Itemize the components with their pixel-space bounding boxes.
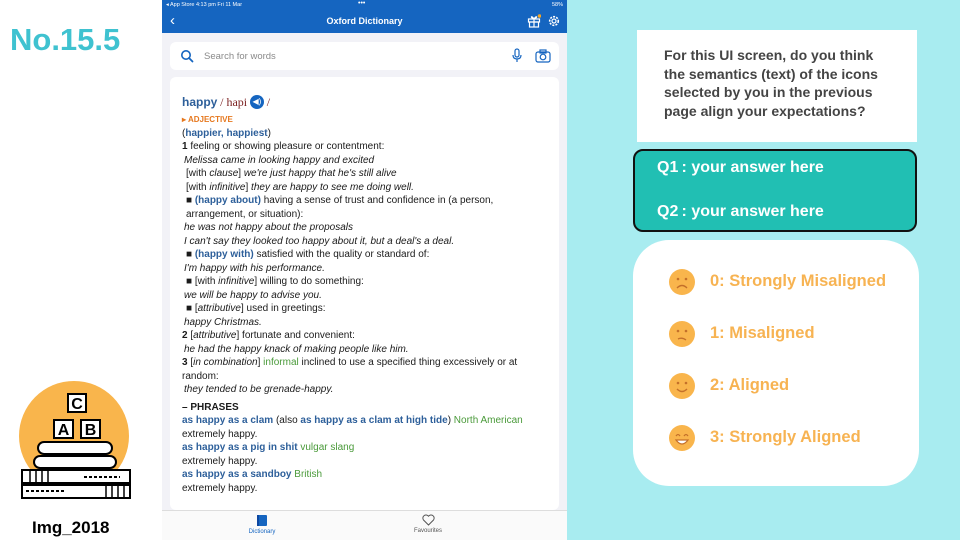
example: Melissa came in looking happy and excited [184,154,375,166]
example: [with infinitive] they are happy to see me doing well. [186,181,414,193]
headword-line: happy / hapi ◀) / [182,95,271,109]
phrase-definition: extremely happy. [182,482,258,494]
sense-2: 2 [attributive] fortunate and convenient: [182,330,355,341]
phrase: as happy as a clam (also as happy as a clam at high tide) North American [182,415,523,426]
nav-bar [162,11,567,33]
search-input[interactable] [204,46,484,66]
rating-scale [633,240,919,486]
q1-answer[interactable]: Q1 : your answer here [657,159,824,176]
camera-icon[interactable] [535,49,551,63]
phrase: as happy as a pig in shit vulgar slang [182,442,355,453]
scale-label: 2: Aligned [710,376,790,394]
scale-label: 3: Strongly Aligned [710,428,861,446]
dictionary-entry: happy / hapi ◀) / ▸ ADJECTIVE (happier, happiest) 1 feeling or showing pleasure or contentment: Melissa came in looking happy and excited [with clause] we're just happy that he's still alive [with infinitive] they are happy to see me doing well. ■ (happy about) having a sense of trust and confidence in (a person, arrangement, or situation): he was not happy about the proposals I can't say they looked too happy about it, but a deal's a deal. ■ (happy with) satisfied with the quality or standard of: I'm happy with his performance. ■ [with infinitive] willing to do something: we will be happy to advise you. ■ [attributive] used in greetings: happy Christmas. 2 [attributive] fortunate and convenient: he had the happy knack of making people like him. 3 [in combination] informal inclined to use a specified thing excessively or at random: they tended to be grenade-happy. – PHRASES as happy as a clam (also as happy as a clam at high tide) North American extremely happy. as happy as a pig in shit vulgar slang extremely happy. as happy as a sandboy British extremely happy. [170,77,559,510]
microphone-icon[interactable] [511,48,523,63]
survey-panel [567,0,960,540]
frowning-face-icon [668,268,696,296]
multitasking-dots[interactable]: ••• [358,0,366,7]
example: I'm happy with his performance. [184,262,325,274]
dictionary-app-screenshot [162,0,567,540]
grinning-face-icon [668,424,696,452]
subsense: ■ (happy with) satisfied with the quality or standard of: [186,249,430,260]
book-icon [256,514,268,527]
tab-favourites[interactable] [383,514,473,534]
headword: happy [182,95,218,109]
scale-label: 0: Strongly Misaligned [710,272,887,290]
gift-icon[interactable] [527,14,541,28]
slide-number: No.15.5 [10,22,121,57]
answer-box[interactable] [633,149,917,232]
subsense: ■ [with infinitive] willing to do something: [186,276,364,287]
pronunciation: hapi [226,95,248,109]
gear-icon[interactable] [547,14,561,28]
q2-answer[interactable]: Q2 : your answer here [657,203,824,220]
example: I can't say they looked too happy about it, but a deal's a deal. [184,235,455,247]
phrase: as happy as a sandboy British [182,469,323,480]
example: happy Christmas. [184,316,262,328]
example: they tended to be grenade-happy. [184,384,334,395]
phrases-heading: – PHRASES [182,401,239,413]
speaker-icon[interactable]: ◀) [250,95,264,109]
example: he had the happy knack of making people like him. [184,343,409,355]
sense-3: 3 [in combination] informal inclined to use a specified thing excessively or at random: [182,357,518,382]
tab-favourites-label: Favourites [413,528,442,534]
part-of-speech: ADJECTIVE [187,115,233,124]
search-bar[interactable] [170,42,559,70]
example: we will be happy to advise you. [184,289,322,301]
heart-icon [422,514,435,526]
confused-face-icon [668,320,696,348]
logo-letter-a: A [57,422,70,439]
tab-dictionary[interactable] [217,514,307,535]
inflected-forms: (happier, happiest) [182,127,271,139]
battery-status: 58% [551,2,563,8]
phrase-definition: extremely happy. [182,428,258,440]
abc-books-logo [10,380,138,505]
phrase-definition: extremely happy. [182,455,258,467]
subsense: ■ [attributive] used in greetings: [186,303,326,314]
scale-label: 1: Misaligned [710,324,815,342]
tab-bar [162,510,567,540]
image-label: Img_2018 [32,518,110,537]
example: he was not happy about the proposals [184,222,354,233]
smiling-face-icon [668,372,696,400]
nav-title: Oxford Dictionary [326,16,403,26]
status-bar-left: ◂ App Store 4:13 pm Fri 11 Mar [166,2,243,8]
logo-letter-c: C [71,396,83,413]
logo-letter-b: B [84,422,97,439]
subsense: ■ (happy about) having a sense of trust and confidence in (a person, arrangement, or situation): [186,195,494,220]
sense-1: 1 feeling or showing pleasure or contentment: [182,141,385,152]
survey-question: For this UI screen, do you think the semantics (text) of the icons selected by you in the previous page align your expectations? [637,30,917,142]
back-chevron-icon[interactable]: ‹ [170,12,175,29]
tab-dictionary-label: Dictionary [248,529,276,535]
status-bar [162,0,567,11]
search-icon [180,49,194,63]
example: [with clause] we're just happy that he's still alive [186,168,397,179]
